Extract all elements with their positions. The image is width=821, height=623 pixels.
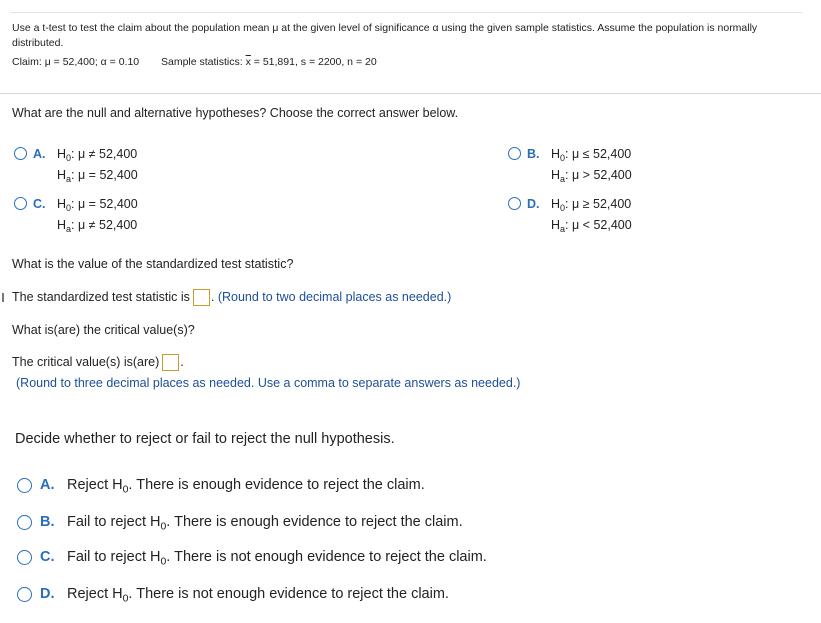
critical-value-input[interactable] [162,354,179,371]
sample-statistics-label: Sample statistics: [160,56,243,68]
q3-rounding-hint: (Round to three decimal places as needed. Use a comma to separate answers as needed.) [16,376,521,390]
option-text: Reject $H_0$. There is enough evidence to reject the claim. [67,477,425,496]
null-hypothesis: $H_0$: μ ≠ 52,400 [57,147,138,164]
option-letter: A. [40,477,55,493]
q3-answer-line: The critical value(s) is(are) . [12,354,184,371]
q2-prompt: What is the value of the standardized test statistic? [12,257,294,271]
q2-answer-line: The standardized test statistic is . (Round to two decimal places as needed.) [12,289,451,306]
radio-button-icon[interactable] [508,147,521,160]
section-divider [0,93,821,94]
problem-statement-line2: distributed. [12,37,64,49]
radio-button-icon[interactable] [508,197,521,210]
option-letter: D. [40,586,55,602]
radio-button-icon[interactable] [17,478,32,493]
q3-answer-text: The critical value(s) is(are) [12,355,160,369]
alternative-hypothesis: $H_a$: μ < 52,400 [551,218,632,235]
sample-mean-symbol: $\overline{x}$ [245,56,251,68]
q4-prompt: Decide whether to reject or fail to reject the null hypothesis. [15,431,395,447]
claim-text: μ = 52,400; α = 0.10 [44,56,140,68]
alternative-hypothesis: $H_a$: μ > 52,400 [551,168,632,185]
focus-marker [2,293,4,302]
option-letter: B. [527,147,540,161]
q2-rounding-hint: (Round to two decimal places as needed.) [217,290,452,304]
problem-statement-line1: Use a t-test to test the claim about the population mean μ at the given level of significance α using the given sample statistics. Assume the population is normally [12,22,758,34]
option-letter: D. [527,197,540,211]
option-letter: C. [40,549,55,565]
null-hypothesis: $H_0$: μ ≥ 52,400 [551,197,632,214]
q2-answer-text: The standardized test statistic is [12,290,190,304]
option-text: Fail to reject $H_0$. There is not enough evidence to reject the claim. [67,549,487,568]
radio-button-icon[interactable] [17,515,32,530]
alternative-hypothesis: $H_a$: μ ≠ 52,400 [57,218,138,235]
alternative-hypothesis: $H_a$: μ = 52,400 [57,168,138,185]
q1-prompt: What are the null and alternative hypotheses? Choose the correct answer below. [12,106,459,120]
test-statistic-input[interactable] [193,289,210,306]
option-letter: A. [33,147,46,161]
option-letter: B. [40,514,55,530]
null-hypothesis: $H_0$: μ ≤ 52,400 [551,147,632,164]
radio-button-icon[interactable] [14,147,27,160]
q3-prompt: What is(are) the critical value(s)? [12,323,195,337]
option-letter: C. [33,197,46,211]
option-text: Fail to reject $H_0$. There is enough evidence to reject the claim. [67,514,463,533]
radio-button-icon[interactable] [17,550,32,565]
claim-line [12,55,377,69]
option-text: Reject $H_0$. There is not enough evidence to reject the claim. [67,586,449,605]
radio-button-icon[interactable] [17,587,32,602]
top-divider [10,12,802,13]
sample-statistics-text: = 51,891, s = 2200, n = 20 [250,56,377,68]
null-hypothesis: $H_0$: μ = 52,400 [57,197,138,214]
radio-button-icon[interactable] [14,197,27,210]
claim-label: Claim: [12,56,42,68]
